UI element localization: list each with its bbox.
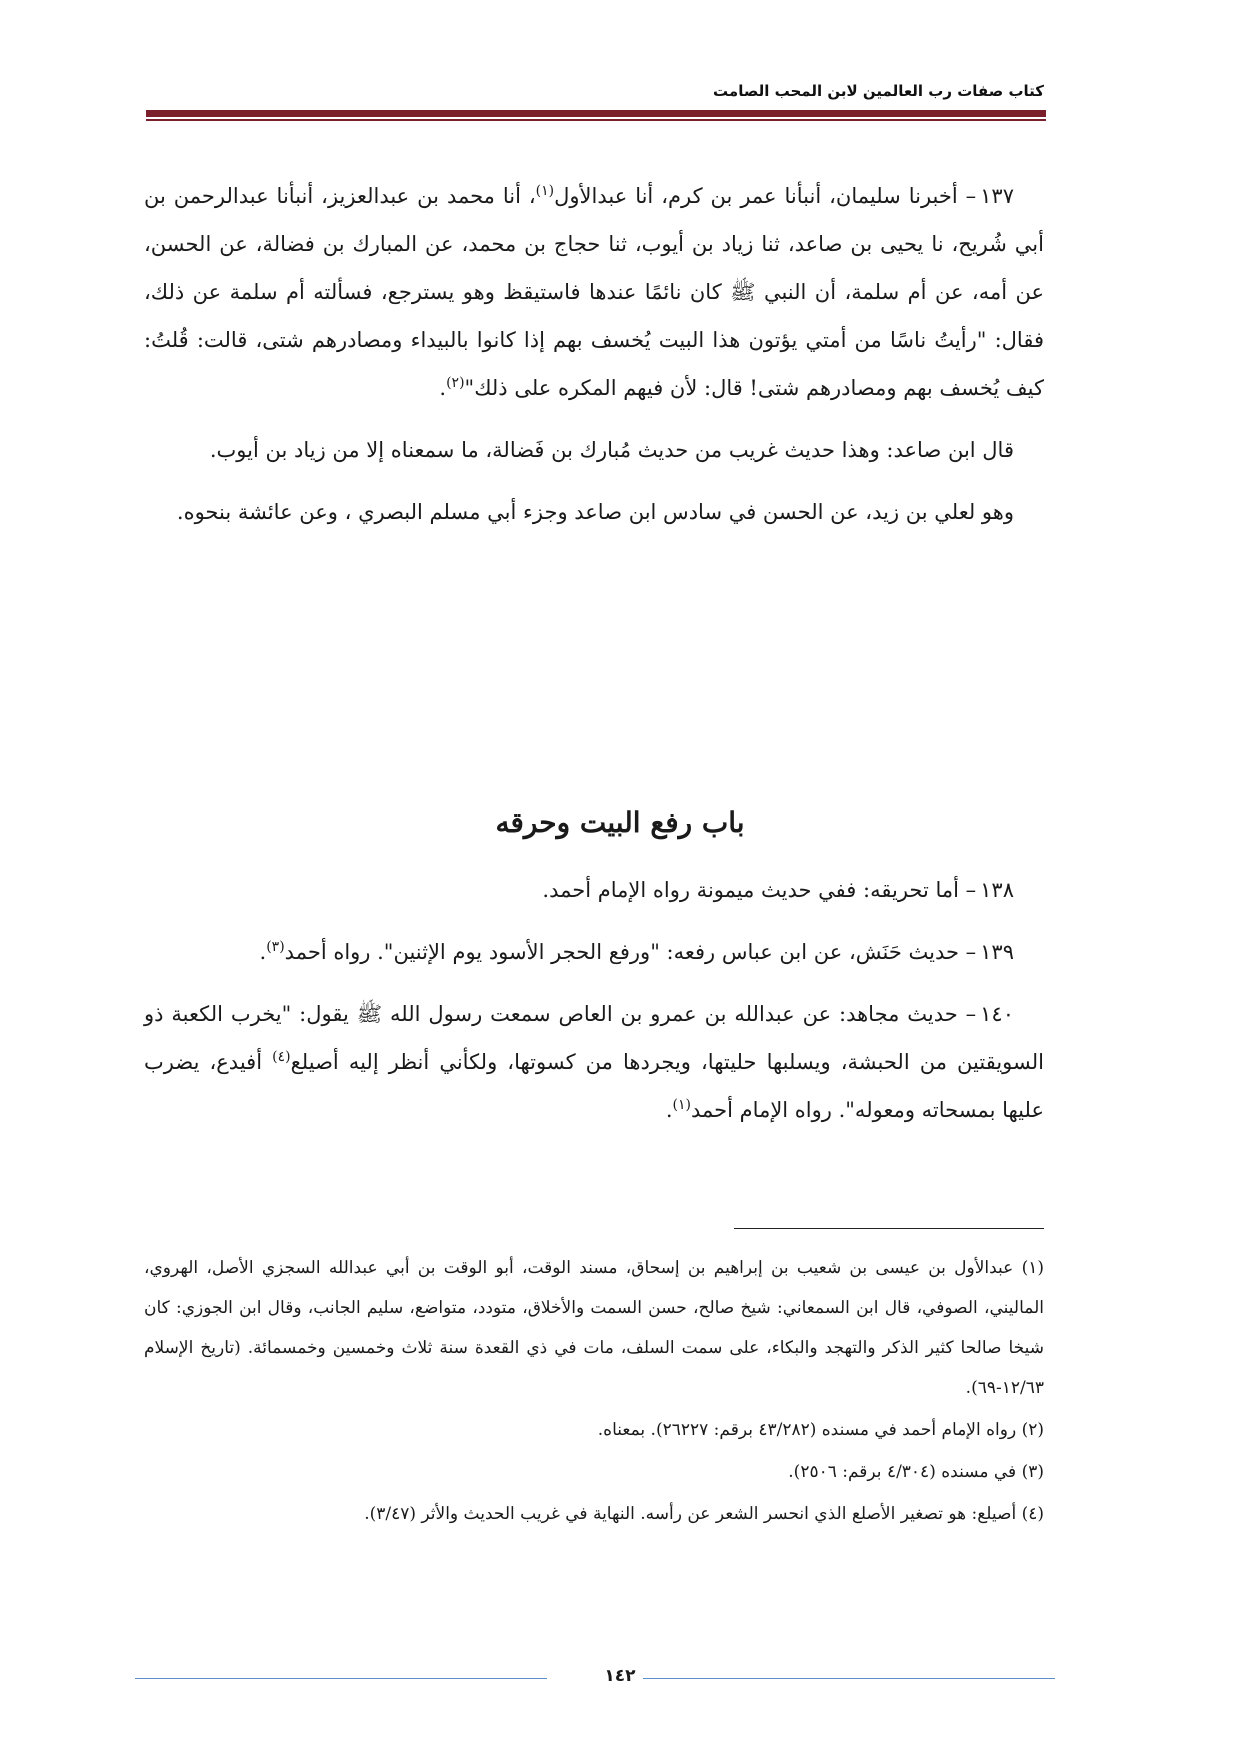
footnote-4: (٤) أصيلع: هو تصغير الأصلع الذي انحسر الشعر عن رأسه. النهاية في غريب الحديث والأثر (٣/٤٧).	[364, 1504, 1044, 1524]
footer-rule-right	[643, 1678, 1055, 1679]
hadith-number: ١٣٧	[980, 184, 1014, 208]
paragraph-text: – أما تحريقه: ففي حديث ميمونة رواه الإمام أحمد.	[542, 878, 977, 902]
main-text-block-2	[144, 866, 1044, 1148]
paragraph-137	[144, 172, 1044, 412]
paragraph-text: .	[259, 940, 267, 964]
paragraph-139	[144, 928, 1044, 976]
paragraph-text: .	[439, 376, 447, 400]
header-rule-thin	[146, 119, 1046, 121]
footnote-ref[interactable]: (١)	[535, 183, 555, 199]
footnotes-block	[144, 1248, 1044, 1536]
footnote-2: (٢) رواه الإمام أحمد في مسنده (٤٣/٢٨٢ برقم: ٢٦٢٢٧). بمعناه.	[597, 1420, 1044, 1440]
chapter-title: باب رفع البيت وحرقه	[495, 806, 745, 839]
paragraph-text: – حديث حَنَش، عن ابن عباس رفعه: "ورفع الحجر الأسود يوم الإثنين". رواه أحمد	[284, 940, 977, 964]
footnote-ref[interactable]: (٣)	[266, 939, 285, 955]
paragraph-140	[144, 990, 1044, 1134]
paragraph-138	[144, 866, 1044, 914]
hadith-number: ١٣٩	[980, 940, 1014, 964]
footnote-1: (١) عبدالأول بن عيسى بن شعيب بن إبراهيم بن إسحاق، مسند الوقت، أبو الوقت بن أبي عبدالله السجزي الأصل، الهروي، الماليني، الصوفي، قال ابن السمعاني: شيخ صالح، حسن السمت والأخلاق، متودد، متواضع، سليم الجانب، وقال ابن الجوزي: كان شيخا صالحا كثير الذكر والتهجد والبكاء، على سمت السلف، مات في ذي القعدة سنة ثلاث وخمسين وخمسمائة. (تاريخ الإسلام ١٢/٦٣-٦٩).	[144, 1258, 1044, 1398]
hadith-number: ١٤٠	[980, 1002, 1014, 1026]
paragraph-text: – أخبرنا سليمان، أنبأنا عمر بن كرم، أنا عبدالأول	[554, 184, 977, 208]
hadith-number: ١٣٨	[980, 878, 1014, 902]
paragraph-ali-bin-zaid: وهو لعلي بن زيد، عن الحسن في سادس ابن صاعد وجزء أبي مسلم البصري ، وعن عائشة بنحوه.	[176, 500, 1014, 524]
paragraph-ibn-saed: قال ابن صاعد: وهذا حديث غريب من حديث مُبارك بن فَضالة، ما سمعناه إلا من زياد بن أيوب.	[209, 438, 1014, 462]
footnote-3: (٣) في مسنده (٤/٣٠٤ برقم: ٢٥٠٦).	[788, 1462, 1044, 1482]
footnote-ref[interactable]: (٢)	[446, 375, 465, 391]
footnote-ref[interactable]: (٤)	[272, 1049, 291, 1065]
footnote-separator	[734, 1228, 1044, 1229]
paragraph-text: .	[665, 1098, 673, 1122]
main-text-block	[144, 172, 1044, 550]
paragraph-text: ، أنا محمد بن عبدالعزيز، أنبأنا عبدالرحمن بن أبي شُريح، نا يحيى بن صاعد، ثنا زياد بن أيوب، ثنا حجاج بن محمد، عن المبارك بن فضالة، عن الحسن، عن أمه، عن أم سلمة، أن النبي ﷺ كان نائمًا عندها فاستيقظ وهو يسترجع، فسألته أم سلمة عن ذلك، فقال: "رأيتُ ناسًا من أمتي يؤتون هذا البيت يُخسف بهم إذا كانوا بالبيداء ومصادرهم شتى، قالت: قُلتُ: كيف يُخسف بهم ومصادرهم شتى! قال: لأن فيهم المكره على ذلك"	[144, 184, 1044, 400]
paragraph-text: – حديث مجاهد: عن عبدالله بن عمرو بن العاص سمعت رسول الله ﷺ يقول: "يخرب الكعبة ذو السويقتين من الحبشة، ويسلبها حليتها، ويجردها من كسوتها، ولكأني أنظر إليه أصيلع	[144, 1002, 1044, 1074]
header-rule	[146, 110, 1046, 117]
running-header-title: كتاب صفات رب العالمين لابن المحب الصامت	[713, 82, 1044, 100]
page-number: ١٤٢	[604, 1666, 636, 1686]
footnote-ref[interactable]: (١)	[672, 1097, 692, 1113]
paragraph-text: أفيدع، يضرب عليها بمسحاته ومعوله". رواه الإمام أحمد	[144, 1050, 1044, 1122]
